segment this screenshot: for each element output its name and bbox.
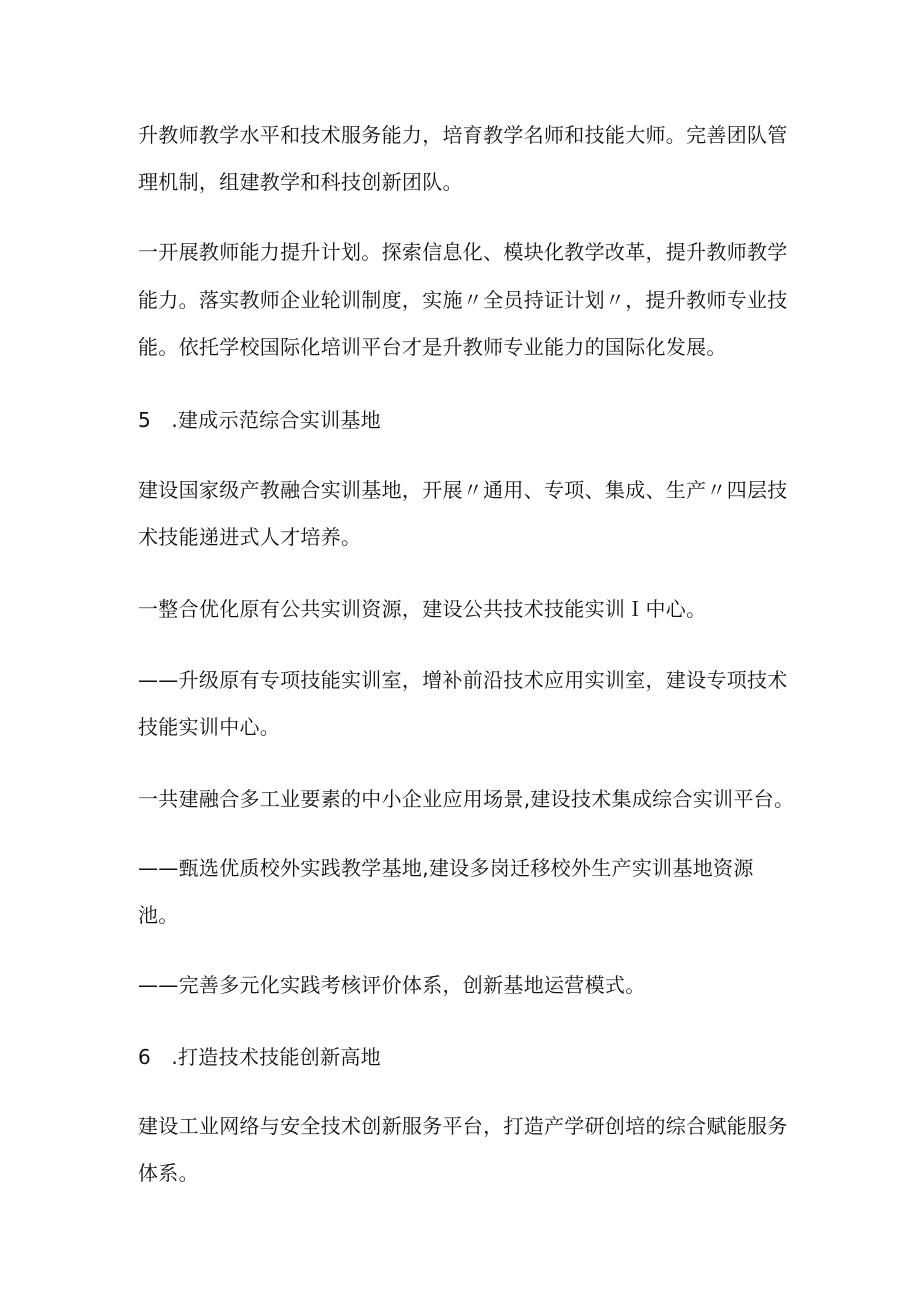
body-text-line: ——升级原有专项技能实训室，增补前沿技术应用实训室，建设专项技术: [138, 668, 788, 692]
section-heading-6: 6 .打造技术技能创新高地: [138, 1045, 381, 1069]
body-text-line: 池。: [138, 903, 179, 927]
body-text-line: 体系。: [138, 1161, 199, 1185]
body-text-line: 建设工业网络与安全技术创新服务平台，打造产学研创培的综合赋能服务: [138, 1114, 788, 1138]
section-heading-5: 5 .建成示范综合实训基地: [138, 408, 381, 432]
body-text-line: ——甄选优质校外实践教学基地,建设多岗迁移校外生产实训基地资源: [138, 856, 754, 880]
body-text-line: 升教师教学水平和技术服务能力，培育教学名师和技能大师。完善团队管: [138, 123, 788, 147]
body-text-line: 一开展教师能力提升计划。探索信息化、模块化教学改革，提升教师教学: [138, 240, 788, 264]
body-text-line: 能。依托学校国际化培训平台才是升教师专业能力的国际化发展。: [138, 335, 727, 359]
body-text-line: 理机制，组建教学和科技创新团队。: [138, 170, 463, 194]
body-text-line: ——完善多元化实践考核评价体系，创新基地运营模式。: [138, 973, 646, 997]
body-text-line: 建设国家级产教融合实训基地，开展〃通用、专项、集成、生产〃四层技: [138, 478, 788, 502]
body-text-line: 技能实训中心。: [138, 715, 281, 739]
body-text-line: 一共建融合多工业要素的中小企业应用场景,建设技术集成综合实训平台。: [138, 787, 795, 811]
body-text-line: 一整合优化原有公共实训资源，建设公共技术技能实训Ｉ中心。: [138, 597, 707, 621]
body-text-line: 能力。落实教师企业轮训制度，实施〃全员持证计划〃，提升教师专业技: [138, 288, 788, 312]
body-text-line: 术技能递进式人才培养。: [138, 525, 362, 549]
